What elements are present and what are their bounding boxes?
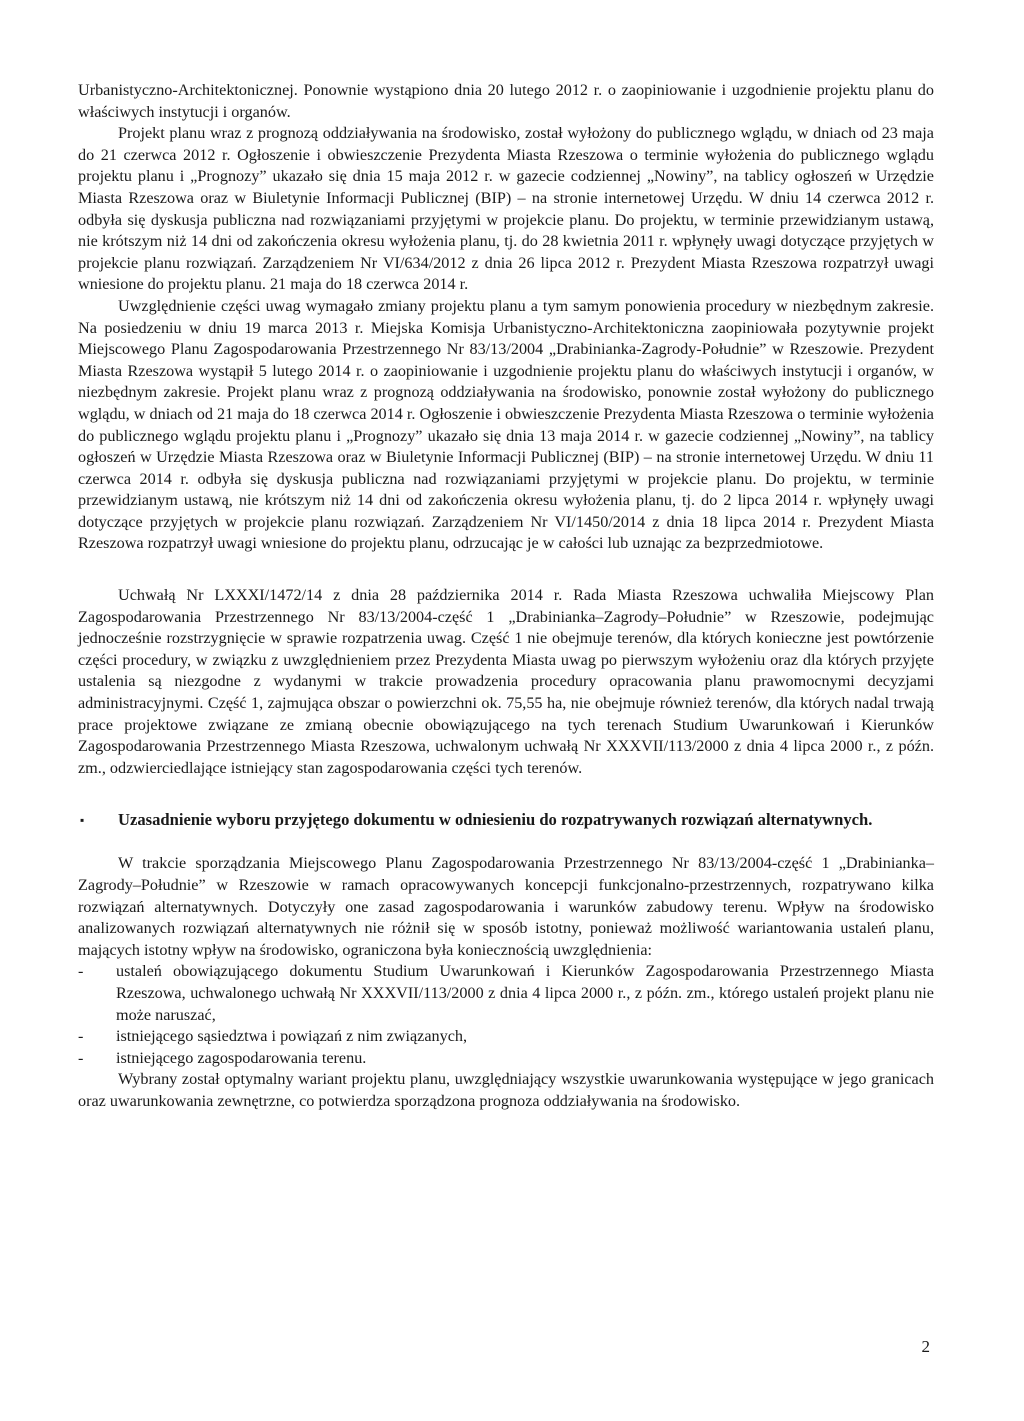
dash-marker: - [78,962,84,981]
list-item [78,1048,934,1070]
paragraph-5: W trakcie sporządzania Miejscowego Planu Zagospodarowania Przestrzennego Nr 83/13/2004-część 1 „Drabinianka–Zagrody–Południe” w Rzeszowie w ramach opracowywanych koncepcji funkcjonalno-przestrzennych, rozpatrywano kilka rozwiązań alternatywnych. Dotyczyły one zasad zagospodarowania i warunków zabudowy terenu. Wpływ na środowisko analizowanych rozwiązań alternatywnych nie różnił się w sposób istotny, ponieważ możliwość wariantowania ustaleń planu, mających istotny wpływ na środowisko, ograniczona była koniecznością uwzględnienia: [78,854,934,959]
dash-marker: - [78,1027,84,1046]
list-item-text: ustaleń obowiązującego dokumentu Studium Uwarunkowań i Kierunków Zagospodarowania Przestrzennego Miasta Rzeszowa, uchwalonego uchwałą Nr XXXVII/113/2000 z dnia 4 lipca 2000 r., z późn. zm., którego ustaleń projekt planu nie może naruszać, [116,962,934,1024]
section-heading-text: Uzasadnienie wyboru przyjętego dokumentu w odniesieniu do rozpatrywanych rozwiązań alternatywnych. [118,810,873,830]
list-item [78,1026,934,1048]
paragraph-3: Uwzględnienie części uwag wymagało zmiany projektu planu a tym samym ponowienia procedury w niezbędnym zakresie. Na posiedzeniu w dniu 19 marca 2013 r. Miejska Komisja Urbanistyczno-Architektoniczna zaopiniowała pozytywnie projekt Miejscowego Planu Zagospodarowania Przestrzennego Nr 83/13/2004 „Drabinianka-Zagrody-Południe” w Rzeszowie. Prezydent Miasta Rzeszowa wystąpił 5 lutego 2014 r. o zaopiniowanie i uzgodnienie projektu planu do właściwych instytucji i organów, w niezbędnym zakresie. Projekt planu wraz z prognozą oddziaływania na środowisko, ponownie został wyłożony do publicznego wglądu, w dniach od 21 maja do 18 czerwca 2014 r. Ogłoszenie i obwieszczenie Prezydenta Miasta Rzeszowa o terminie wyłożenia do publicznego wglądu projektu planu i „Prognozy” ukazało się dnia 13 maja 2014 r. w gazecie codziennej „Nowiny”, na tablicy ogłoszeń w Urzędzie Miasta Rzeszowa oraz w Biuletynie Informacji Publicznej (BIP) – na stronie internetowej Urzędu. W dniu 11 czerwca 2014 r. odbyła się dyskusja publiczna nad rozwiązaniami przyjętymi w projekcie planu. Do projektu, w terminie przewidzianym ustawą, nie krótszym niż 14 dni od zakończenia okresu wyłożenia planu, tj. do 2 lipca 2014 r. wpłynęły uwagi dotyczące przyjętych w projekcie planu rozwiązań. Zarządzeniem Nr VI/1450/2014 z dnia 18 lipca 2014 r. Prezydent Miasta Rzeszowa rozpatrzył uwagi wniesione do projektu planu, odrzucając je w całości lub uznając za bezprzedmiotowe. [78,296,934,553]
list-item [78,961,934,1026]
spacer [78,779,934,809]
document-page [78,80,934,1113]
paragraph-6: Wybrany został optymalny wariant projektu planu, uwzględniający wszystkie uwarunkowania występujące w jego granicach oraz uwarunkowania zewnętrzne, co potwierdza sporządzona prognoza oddziaływania na środowisko. [78,1070,934,1110]
list-item-text: istniejącego sąsiedztwa i powiązań z nim związanych, [116,1027,468,1046]
conditions-list [78,961,934,1069]
page-number: 2 [921,1337,930,1356]
paragraph-4: Uchwałą Nr LXXXI/1472/14 z dnia 28 października 2014 r. Rada Miasta Rzeszowa uchwaliła Miejscowy Plan Zagospodarowania Przestrzennego Nr 83/13/2004-część 1 „Drabinianka–Zagrody–Południe” w Rzeszowie, podejmując jednocześnie rozstrzygnięcie w sprawie rozpatrzenia uwag. Część 1 nie obejmuje terenów, dla których konieczne jest powtórzenie części procedury, w związku z uwzględnieniem przez Prezydenta Miasta uwag po pierwszym wyłożeniu oraz dla których przyjęte ustalenia są niezgodne z wydanymi w trakcie prowadzenia procedury opracowania planu prawomocnymi decyzjami administracyjnymi. Część 1, zajmująca obszar o powierzchni ok. 75,55 ha, nie obejmuje również terenów, dla których nadal trwają prace projektowe związane ze zmianą obecnie obowiązującego na tych terenach Studium Uwarunkowań i Kierunków Zagospodarowania Przestrzennego Miasta Rzeszowa, uchwalonym uchwałą Nr XXXVII/113/2000 z dnia 4 lipca 2000 r., z późn. zm., odzwierciedlające istniejący stan zagospodarowania części tych terenów. [78,586,934,777]
paragraph-1: Urbanistyczno-Architektonicznej. Ponownie wystąpiono dnia 20 lutego 2012 r. o zaopiniowanie i uzgodnienie projektu planu do właściwych instytucji i organów. [78,81,934,121]
spacer [78,555,934,585]
square-bullet-icon: ▪ [80,813,85,828]
dash-marker: - [78,1048,84,1067]
list-item-text: istniejącego zagospodarowania terenu. [116,1048,367,1067]
paragraph-2: Projekt planu wraz z prognozą oddziaływania na środowisko, został wyłożony do publicznego wglądu, w dniach od 23 maja do 21 czerwca 2012 r. Ogłoszenie i obwieszczenie Prezydenta Miasta Rzeszowa o terminie wyłożenia do publicznego wglądu projektu planu i „Prognozy” ukazało się dnia 15 maja 2012 r. w gazecie codziennej „Nowiny”, na tablicy ogłoszeń w Urzędzie Miasta Rzeszowa oraz w Biuletynie Informacji Publicznej (BIP) – na stronie internetowej Urzędu. W dniu 14 czerwca 2012 r. odbyła się dyskusja publiczna nad rozwiązaniami przyjętymi w projekcie planu. Do projektu, w terminie przewidzianym ustawą, nie krótszym niż 14 dni od zakończenia okresu wyłożenia planu, tj. do 28 kwietnia 2011 r. wpłynęły uwagi dotyczące przyjętych w projekcie planu rozwiązań. Zarządzeniem Nr VI/634/2012 z dnia 26 lipca 2012 r. Prezydent Miasta Rzeszowa rozpatrzył uwagi wniesione do projektu planu. 21 maja do 18 czerwca 2014 r. [78,124,934,294]
spacer [78,831,934,853]
section-heading [78,809,934,831]
